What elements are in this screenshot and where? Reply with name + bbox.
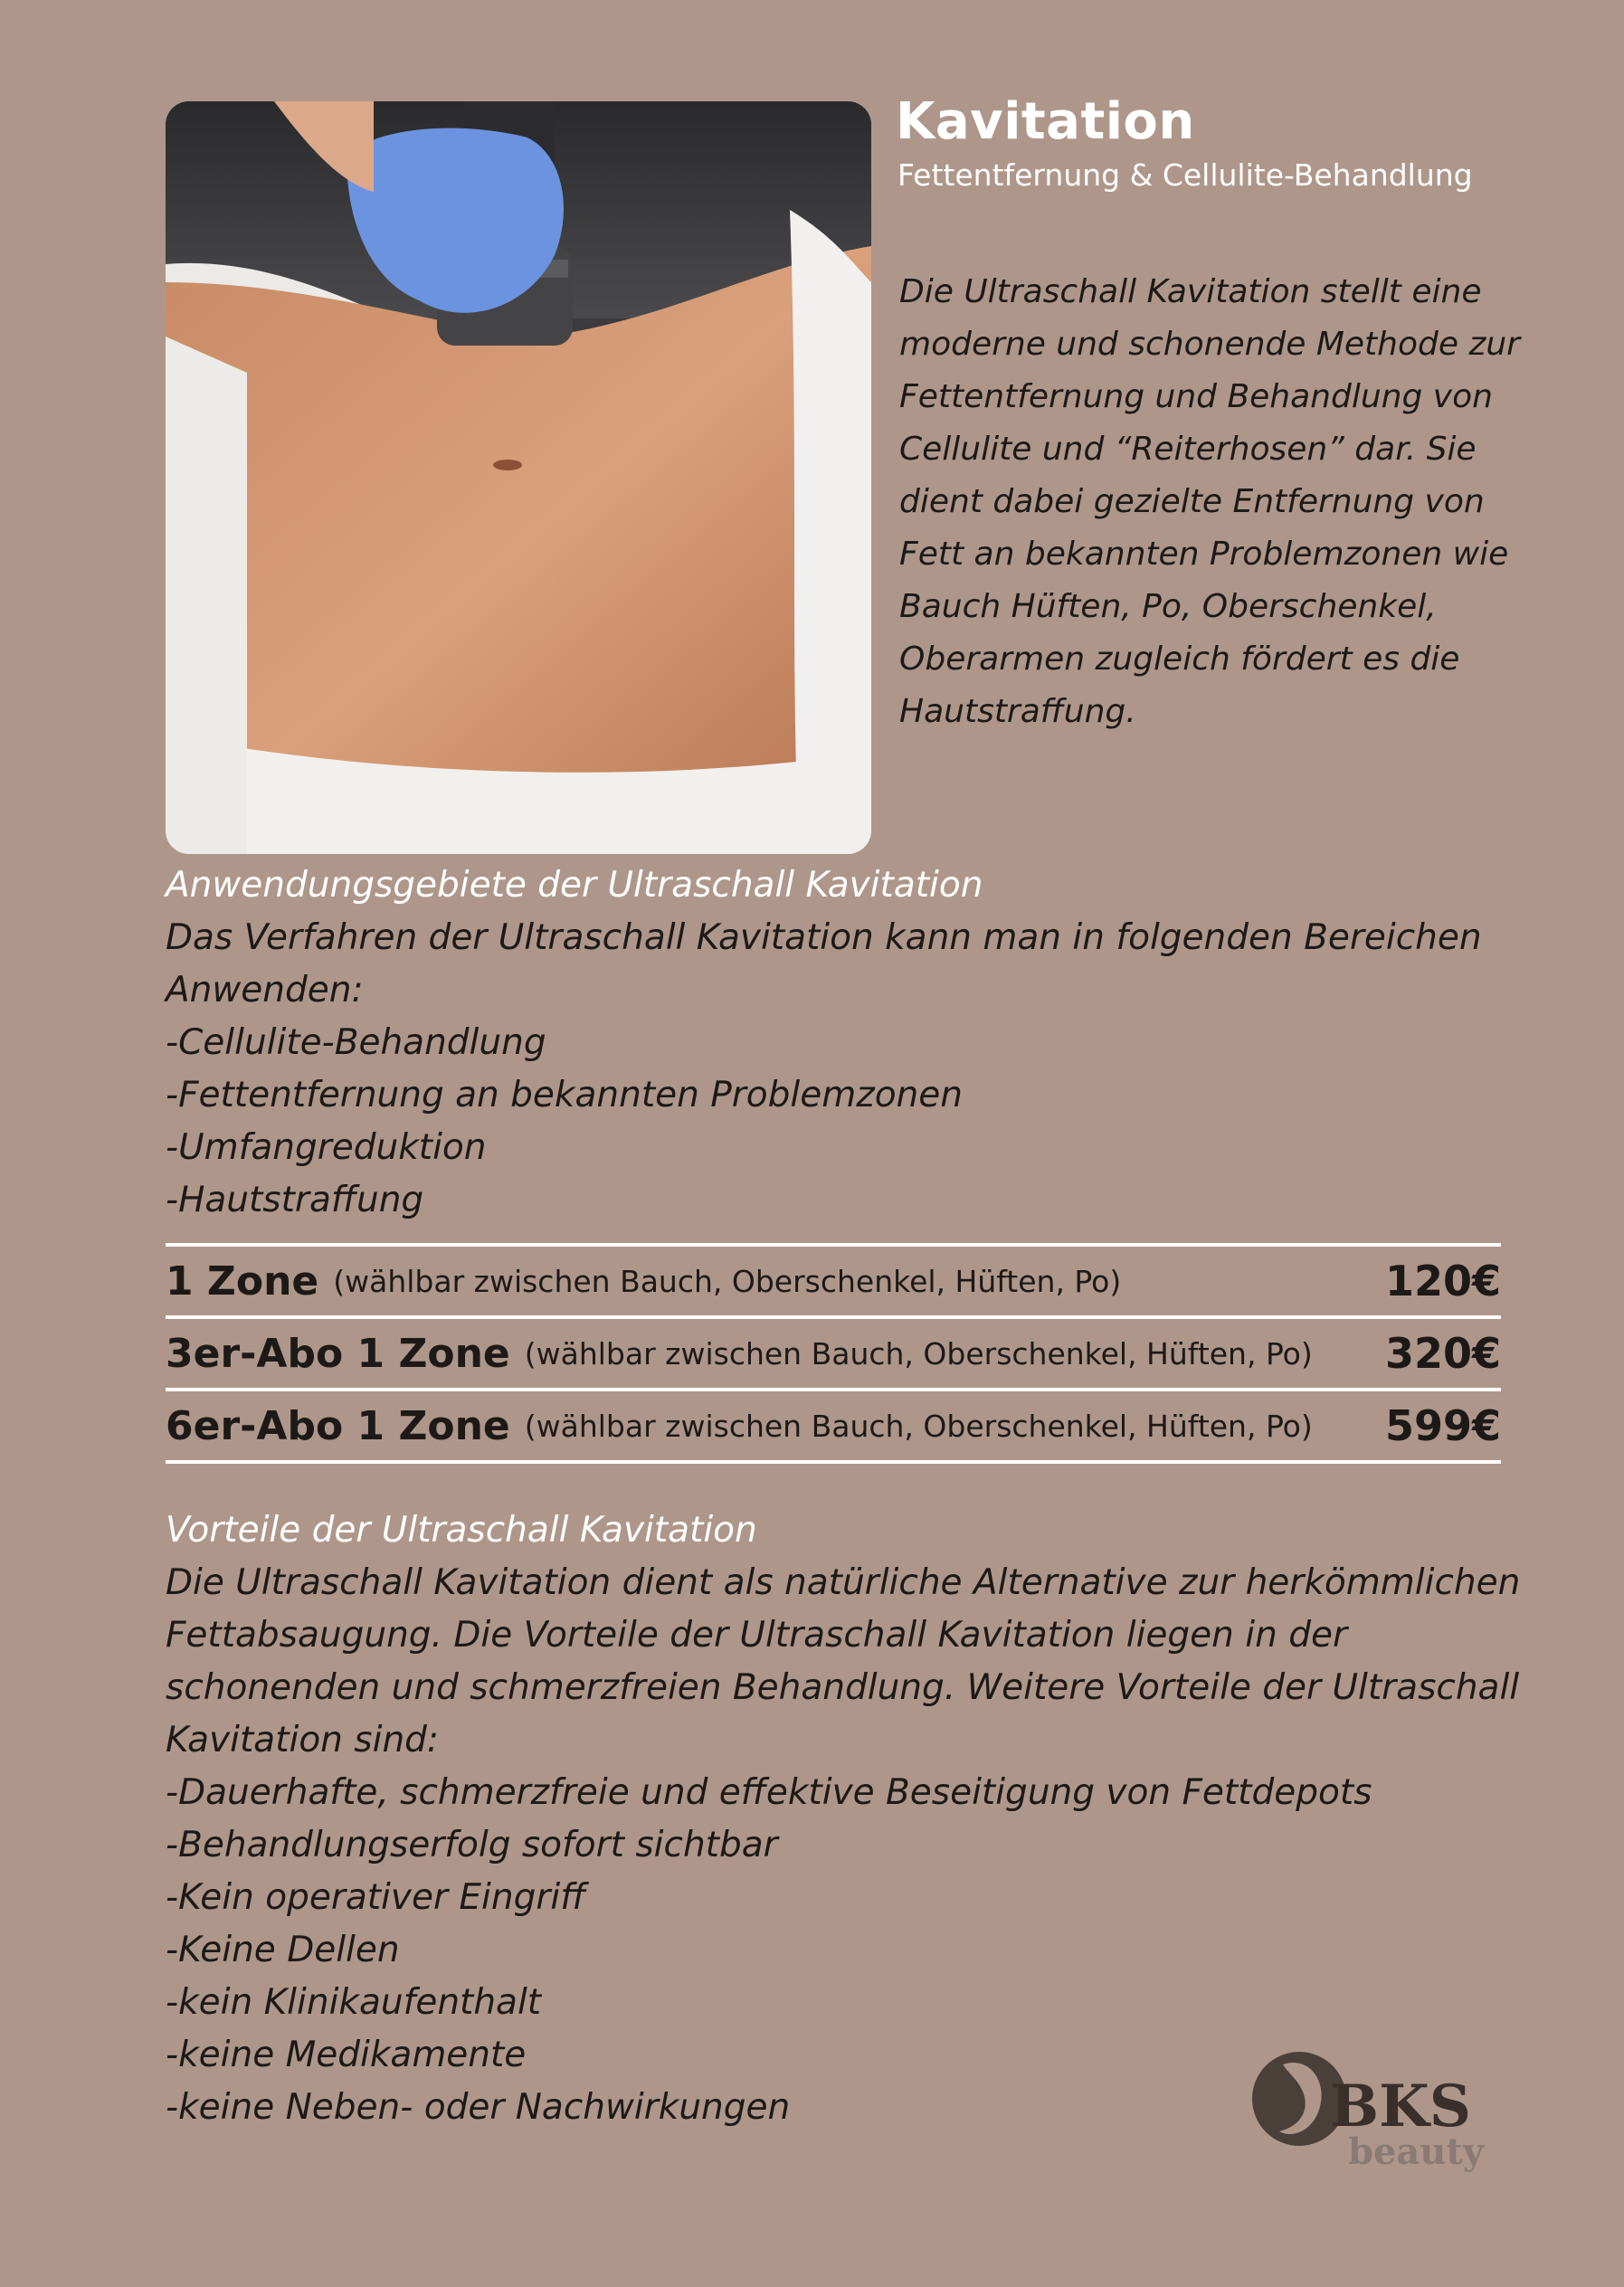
price-row bbox=[166, 1319, 1501, 1388]
price-table bbox=[166, 1243, 1501, 1464]
intro-paragraph: Die Ultraschall Kavitation stellt eine moderne und schonende Methode zur Fettentfernung und Behandlung von Cellulite und “Reiterhosen” dar. Sie dient dabei gezielte Entfernung von Fett an bekannten Problemzonen wie Bauch Hüften, Po, Oberschenkel, Oberarmen zugleich fördert es die Hautstraffung. bbox=[899, 273, 1520, 730]
price-row-name: 3er-Abo 1 Zone bbox=[166, 1330, 510, 1377]
benefits-text: Die Ultraschall Kavitation dient als natürliche Alternative zur herkömmlichen Fettabsaugung. Die Vorteile der Ultraschall Kavitation liegen in der schonenden und schmerzfreien Behandlung. Weitere Vorteile der Ultraschall Kavitation sind: bbox=[166, 1562, 1521, 1760]
treatment-photo bbox=[166, 101, 871, 854]
price-row-price: 599€ bbox=[1384, 1401, 1501, 1450]
brand-logo bbox=[1247, 2037, 1509, 2182]
list-item: -Hautstraffung bbox=[166, 1180, 424, 1220]
price-row-name: 1 Zone bbox=[166, 1257, 319, 1305]
price-row-detail: (wählbar zwischen Bauch, Oberschenkel, Hüften, Po) bbox=[333, 1263, 1122, 1299]
list-item: -Fettentfernung an bekannten Problemzonen bbox=[166, 1075, 963, 1115]
price-row-price: 120€ bbox=[1384, 1257, 1501, 1305]
areas-section bbox=[166, 859, 1523, 1227]
benefits-heading: Vorteile der Ultraschall Kavitation bbox=[166, 1510, 757, 1551]
list-item: -Umfangreduktion bbox=[166, 1127, 487, 1168]
list-item: -Kein operativer Eingriff bbox=[166, 1877, 586, 1918]
page-title: Kavitation bbox=[896, 92, 1195, 151]
areas-text: Das Verfahren der Ultraschall Kavitation kann man in folgenden Bereichen Anwenden: bbox=[166, 917, 1482, 1011]
price-row bbox=[166, 1391, 1501, 1460]
list-item: -keine Neben- oder Nachwirkungen bbox=[166, 2087, 791, 2128]
price-row-price: 320€ bbox=[1384, 1329, 1501, 1378]
price-row-detail: (wählbar zwischen Bauch, Oberschenkel, Hüften, Po) bbox=[524, 1408, 1313, 1444]
list-item: -Behandlungserfolg sofort sichtbar bbox=[166, 1825, 778, 1865]
list-item: -Cellulite-Behandlung bbox=[166, 1022, 546, 1063]
price-row bbox=[166, 1247, 1501, 1315]
divider bbox=[166, 1460, 1501, 1464]
list-item: -Keine Dellen bbox=[166, 1930, 400, 1970]
intro-text bbox=[899, 266, 1551, 738]
list-item: -keine Medikamente bbox=[166, 2035, 527, 2075]
page-subtitle: Fettentfernung & Cellulite-Behandlung bbox=[897, 157, 1473, 193]
price-row-detail: (wählbar zwischen Bauch, Oberschenkel, Hüften, Po) bbox=[524, 1335, 1313, 1371]
price-row-name: 6er-Abo 1 Zone bbox=[166, 1402, 510, 1449]
logo-mark: BKS bbox=[1330, 2073, 1471, 2140]
list-item: -kein Klinikaufenthalt bbox=[166, 1982, 542, 2023]
logo-word: beauty bbox=[1348, 2130, 1485, 2173]
areas-heading: Anwendungsgebiete der Ultraschall Kavitation bbox=[166, 865, 983, 906]
list-item: -Dauerhafte, schmerzfreie und effektive Beseitigung von Fettdepots bbox=[166, 1772, 1372, 1813]
